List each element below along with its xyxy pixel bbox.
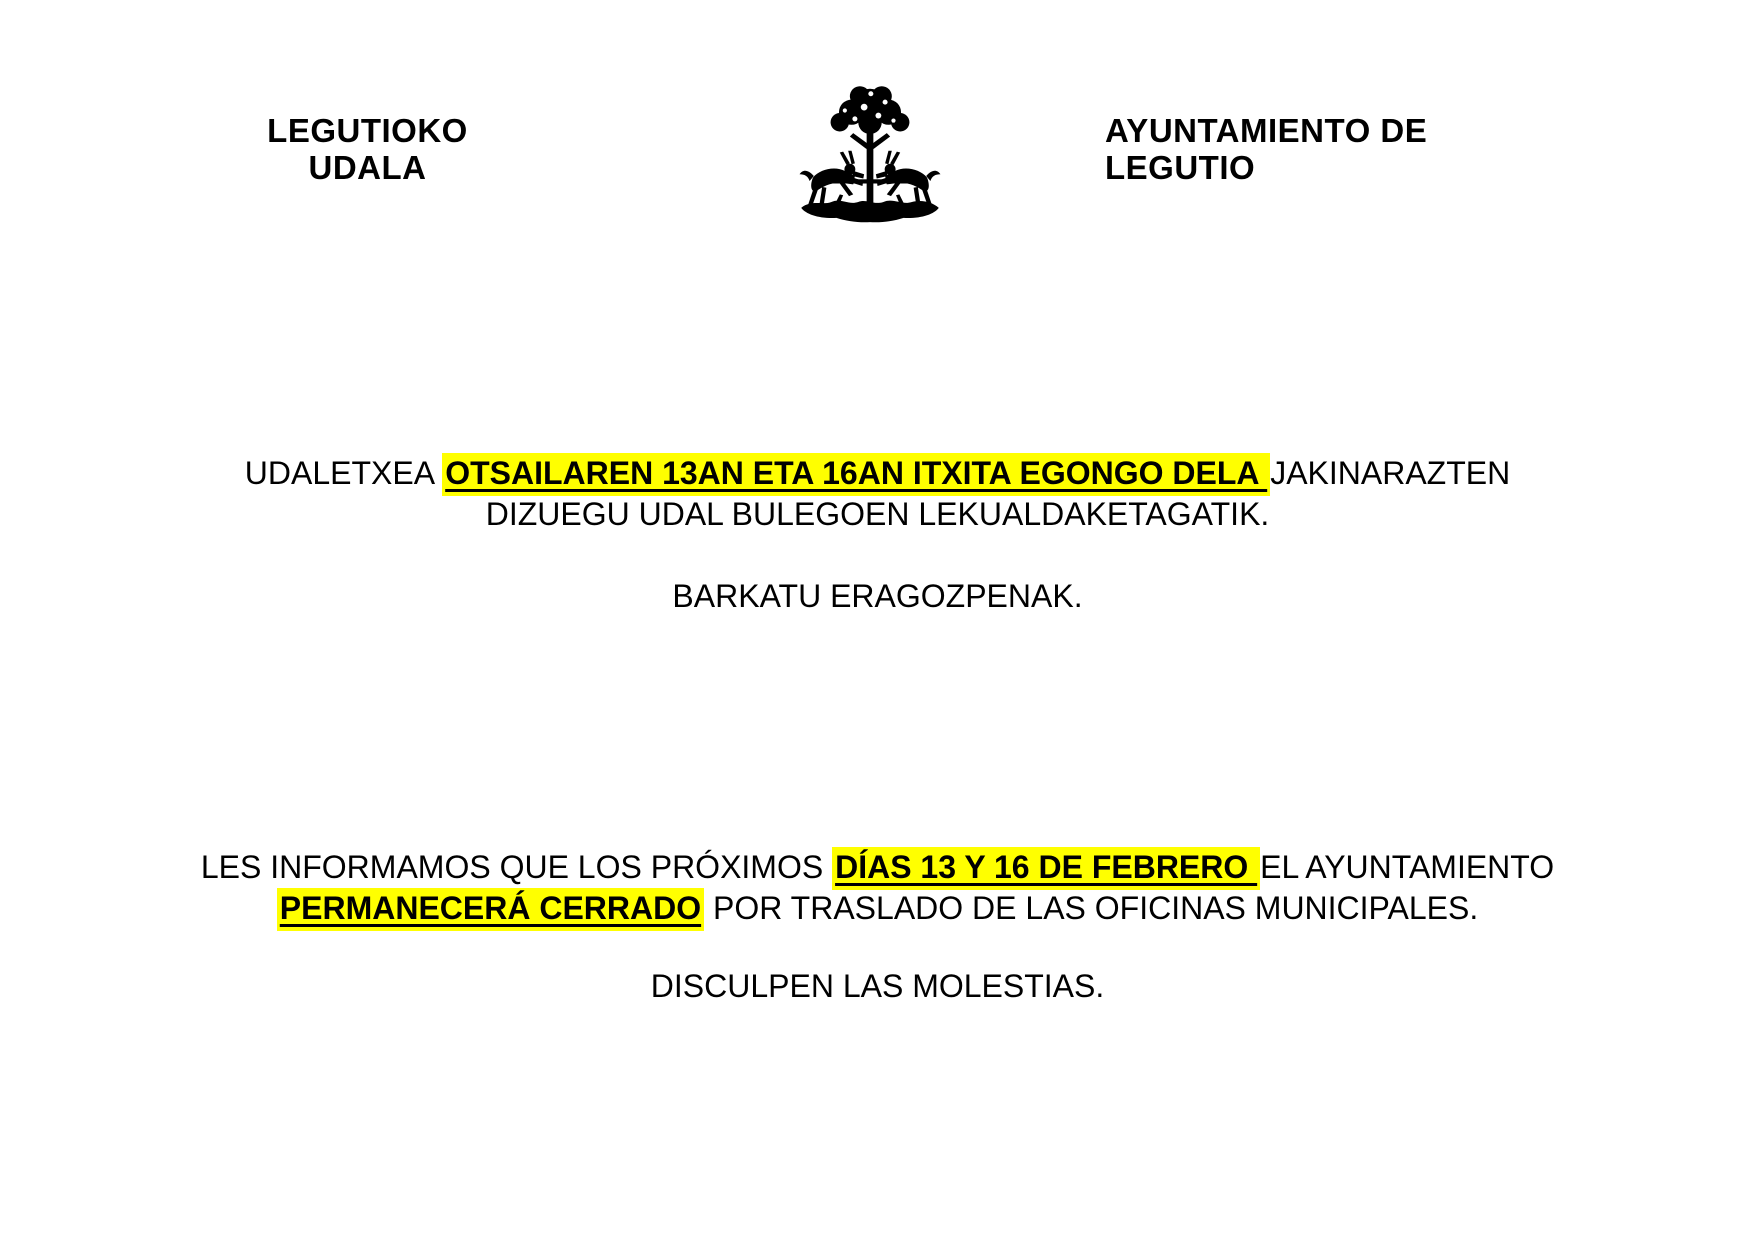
basque-notice-line2: DIZUEGU UDAL BULEGOEN LEKUALDAKETAGATIK. — [485, 496, 1270, 532]
spanish-highlight-closed: PERMANECERÁ CERRADO — [277, 888, 704, 931]
basque-notice-line1 — [0, 453, 1755, 494]
spanish-notice-paragraph — [0, 847, 1755, 929]
coat-of-arms-logo — [735, 78, 1005, 233]
basque-line1-pre: UDALETXEA — [244, 455, 443, 491]
spanish-highlight-closure-dates: DÍAS 13 Y 16 DE FEBRERO — [832, 847, 1260, 890]
tree-and-animals-emblem-icon — [786, 82, 954, 233]
notice-body — [0, 453, 1755, 1007]
basque-apology-line: BARKATU ERAGOZPENAK. — [672, 578, 1083, 614]
spanish-notice-line2 — [0, 888, 1755, 929]
org-name-basque-line1: LEGUTIOKO — [267, 112, 468, 149]
spanish-line1-pre: LES INFORMAMOS QUE LOS PRÓXIMOS — [200, 849, 833, 885]
basque-highlight-closure-dates: OTSAILAREN 13AN ETA 16AN ITXITA EGONGO DELA — [442, 453, 1270, 496]
org-name-basque — [0, 78, 735, 186]
org-name-spanish-line2: LEGUTIO — [1105, 149, 1256, 186]
org-name-spanish — [1005, 78, 1755, 186]
spanish-line2-post: POR TRASLADO DE LAS OFICINAS MUNICIPALES. — [704, 890, 1479, 926]
spanish-line1-post: EL AYUNTAMIENTO — [1260, 849, 1555, 885]
document-header — [0, 0, 1755, 233]
basque-line1-post: JAKINARAZTEN — [1270, 455, 1511, 491]
org-name-basque-line2: UDALA — [308, 149, 427, 186]
basque-notice-paragraph — [0, 453, 1755, 535]
spanish-apology-line: DISCULPEN LAS MOLESTIAS. — [650, 968, 1105, 1004]
org-name-spanish-line1: AYUNTAMIENTO DE — [1105, 112, 1428, 149]
spanish-notice-line1 — [0, 847, 1755, 888]
